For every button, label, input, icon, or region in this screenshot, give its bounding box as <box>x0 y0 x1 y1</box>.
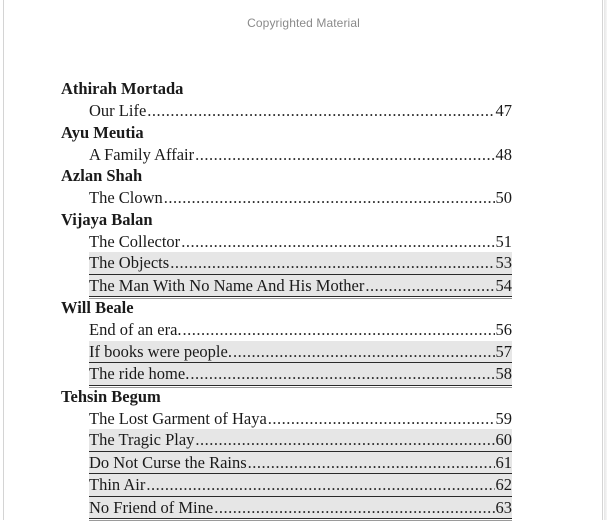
toc-entry-link[interactable] <box>89 341 512 364</box>
dot-leader <box>195 429 494 451</box>
toc-author-heading: Athirah Mortada <box>61 79 184 98</box>
toc-entry-link[interactable] <box>89 275 512 298</box>
toc-entry-title: Thin Air <box>89 475 146 494</box>
dot-leader <box>365 275 494 297</box>
toc-entry[interactable] <box>89 408 512 430</box>
toc-entry-title: The Objects <box>89 253 170 272</box>
toc-entry-title: No Friend of Mine <box>89 497 214 517</box>
toc-entry[interactable] <box>89 144 512 166</box>
copyright-notice: Copyrighted Material <box>247 16 360 30</box>
toc-entry-link[interactable] <box>89 252 512 275</box>
toc-author-heading: Tehsin Begum <box>61 386 161 406</box>
toc-page-number: 62 <box>495 475 512 494</box>
toc-page-number: 48 <box>495 144 512 164</box>
toc-page-number: 53 <box>495 253 512 272</box>
toc-entry-link[interactable] <box>89 474 512 497</box>
toc-entry-link[interactable] <box>89 429 512 452</box>
toc-entry[interactable] <box>89 231 512 253</box>
toc-page-number: 60 <box>495 430 512 449</box>
toc-author-heading: Will Beale <box>61 298 134 317</box>
toc-page-number: 50 <box>495 188 512 207</box>
toc-page-number: 61 <box>495 452 512 472</box>
dot-leader <box>248 452 495 474</box>
toc-entry-title: End of an era. <box>89 320 182 339</box>
toc-entry-title: The Clown <box>89 188 163 207</box>
toc-page-number: 54 <box>495 275 512 295</box>
dot-leader <box>147 100 494 122</box>
dot-leader <box>170 252 494 274</box>
toc-entry[interactable] <box>89 319 512 341</box>
toc-entry-title: The Collector <box>89 231 181 251</box>
toc-page-number: 59 <box>495 408 512 428</box>
toc-entry-link[interactable] <box>89 363 512 386</box>
toc-page-number: 51 <box>495 231 512 251</box>
toc-entry-title: The Tragic Play <box>89 430 195 449</box>
toc-entry-link[interactable] <box>89 452 512 475</box>
dot-leader <box>164 187 495 209</box>
toc-entry-title: The Lost Garment of Haya <box>89 408 267 428</box>
dot-leader <box>146 474 494 496</box>
toc-entry-link[interactable] <box>89 497 512 520</box>
dot-leader <box>190 363 494 385</box>
toc-author-heading: Ayu Meutia <box>61 122 144 142</box>
toc-entry[interactable] <box>89 187 512 209</box>
dot-leader <box>268 408 495 430</box>
dot-leader <box>214 497 494 519</box>
toc-entry-title: If books were people. <box>89 341 232 361</box>
toc-author-heading: Vijaya Balan <box>61 209 153 229</box>
toc-entry-title: A Family Affair <box>89 144 195 164</box>
toc-author-heading: Azlan Shah <box>61 166 143 185</box>
dot-leader <box>183 319 495 341</box>
dot-leader <box>181 231 494 253</box>
dot-leader <box>195 144 494 166</box>
toc-entry[interactable] <box>89 100 512 122</box>
toc-entry-title: The ride home. <box>89 364 190 383</box>
toc-page-number: 58 <box>495 364 512 383</box>
toc-entry-title: The Man With No Name And His Mother <box>89 275 365 295</box>
toc-entry-title: Do Not Curse the Rains <box>89 452 247 472</box>
toc-page-number: 56 <box>495 320 512 339</box>
toc-page-number: 57 <box>495 341 512 361</box>
table-of-contents <box>61 78 512 519</box>
dot-leader <box>233 341 495 363</box>
toc-entry-title: Our Life <box>89 101 147 120</box>
toc-page-number: 63 <box>495 497 512 517</box>
toc-page-number: 47 <box>495 101 512 120</box>
